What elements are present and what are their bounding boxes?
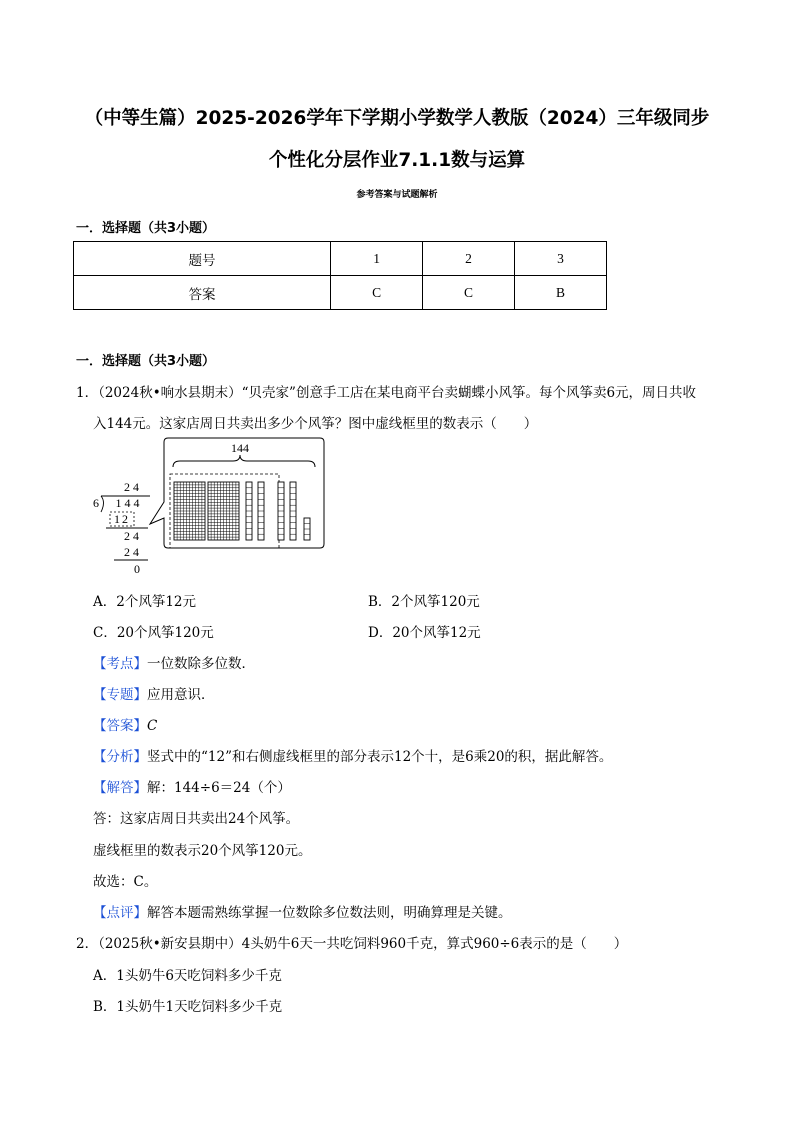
table-row-label: 答案 xyxy=(74,276,331,310)
daan-text: C xyxy=(147,718,158,734)
section-heading-questions: 一．选择题（共3小题） xyxy=(76,354,216,369)
q1-jieda xyxy=(93,776,291,796)
table-cell: B xyxy=(515,276,607,310)
q1-option-c: C．20个风筝120元 xyxy=(93,625,214,641)
hundred-block xyxy=(174,482,205,540)
division-divisor: 6 xyxy=(93,496,99,510)
unit-cubes xyxy=(304,518,310,540)
zhuanti-tag: 【专题】 xyxy=(93,687,147,703)
table-row-label: 题号 xyxy=(74,242,331,276)
fenxi-tag: 【分析】 xyxy=(93,749,147,765)
answer-table xyxy=(73,241,607,310)
q1-fenxi xyxy=(93,745,612,765)
ten-rod xyxy=(278,482,284,540)
table-cell: 3 xyxy=(515,242,607,276)
page-subtitle: 参考答案与试题解析 xyxy=(356,190,438,200)
kaodian-text: 一位数除多位数． xyxy=(147,656,255,672)
table-cell: C xyxy=(331,276,423,310)
fenxi-text: 竖式中的“12”和右侧虚线框里的部分表示12个十，是6乘20的积，据此解答。 xyxy=(147,749,613,765)
hundred-block xyxy=(208,482,239,540)
table-row xyxy=(74,242,607,276)
division-step2b: 24 xyxy=(124,545,142,559)
q2-option-a: A．1头奶牛6天吃饲料多少千克 xyxy=(93,968,282,984)
ten-rod xyxy=(258,482,264,540)
q1-stem-line1: 1．（2024秋•响水县期末）“贝壳家”创意手工店在某电商平台卖蝴蝶小风筝。每个风筝卖6元，周日共收 xyxy=(76,385,697,401)
table-cell: 2 xyxy=(423,242,515,276)
bracket-label-144: 144 xyxy=(231,441,249,455)
page-title-line2: 个性化分层作业7.1.1数与运算 xyxy=(268,150,526,171)
table-row xyxy=(74,276,607,310)
table-cell: 1 xyxy=(331,242,423,276)
q1-option-a: A．2个风筝12元 xyxy=(93,594,197,610)
kaodian-tag: 【考点】 xyxy=(93,656,147,672)
jieda-text: 解：144÷6＝24（个） xyxy=(147,780,291,796)
section-heading-table: 一．选择题（共3小题） xyxy=(76,221,216,236)
q1-daan xyxy=(93,714,157,734)
q1-option-d: D．20个风筝12元 xyxy=(368,625,481,641)
q1-explain-line: 虚线框里的数表示20个风筝120元。 xyxy=(93,843,312,859)
table-cell: C xyxy=(423,276,515,310)
dianping-text: 解答本题需熟练掌握一位数除多位数法则，明确算理是关键。 xyxy=(147,905,512,921)
q2-stem: 2．（2025秋•新安县期中）4头奶牛6天一共吃饲料960千克，算式960÷6表示的是（ ） xyxy=(76,936,628,952)
q1-stem-line2: 入144元。这家店周日共卖出多少个风筝？图中虚线框里的数表示（ ） xyxy=(93,416,538,432)
division-dividend: 144 xyxy=(115,496,143,510)
division-figure xyxy=(88,436,328,580)
q2-option-b: B．1头奶牛1天吃饲料多少千克 xyxy=(93,999,283,1015)
hundred-blocks xyxy=(174,482,239,540)
division-step2a: 24 xyxy=(124,529,142,543)
q1-kaodian xyxy=(93,652,255,672)
q1-choice-line: 故选：C。 xyxy=(93,874,158,890)
ten-rod xyxy=(290,482,296,540)
zhuanti-text: 应用意识． xyxy=(147,687,215,703)
q1-answer-line: 答：这家店周日共卖出24个风筝。 xyxy=(93,811,300,827)
page-title-line1: （中等生篇）2025-2026学年下学期小学数学人教版（2024）三年级同步 xyxy=(84,108,710,129)
division-step1: 12 xyxy=(114,512,130,526)
ten-rod xyxy=(246,482,252,540)
daan-tag: 【答案】 xyxy=(93,718,147,734)
jieda-tag: 【解答】 xyxy=(93,780,147,796)
q1-dianping xyxy=(93,901,512,921)
division-remainder: 0 xyxy=(134,562,140,576)
ten-rods xyxy=(246,482,296,540)
q1-option-b: B．2个风筝120元 xyxy=(368,594,480,610)
q1-zhuanti xyxy=(93,683,215,703)
division-quotient: 24 xyxy=(124,480,142,494)
dianping-tag: 【点评】 xyxy=(93,905,147,921)
